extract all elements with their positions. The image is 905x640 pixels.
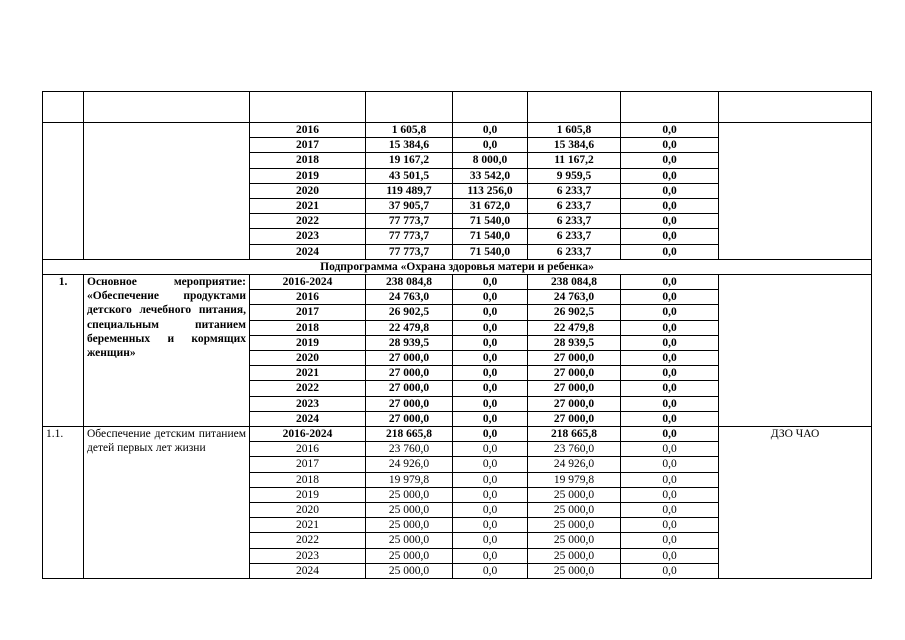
executor-cell <box>719 275 872 427</box>
total-cell: 27 000,0 <box>366 396 453 411</box>
okrug-cell: 238 084,8 <box>528 275 621 290</box>
other-cell: 0,0 <box>621 214 719 229</box>
num-cell: 1. <box>43 275 84 427</box>
okrug-cell: 27 000,0 <box>528 396 621 411</box>
other-cell: 0,0 <box>621 411 719 426</box>
other-cell: 0,0 <box>621 366 719 381</box>
okrug-cell: 6 233,7 <box>528 244 621 259</box>
total-cell: 25 000,0 <box>366 487 453 502</box>
federal-cell: 0,0 <box>453 335 528 350</box>
federal-cell: 0,0 <box>453 411 528 426</box>
okrug-cell: 27 000,0 <box>528 351 621 366</box>
name-cell <box>84 123 250 260</box>
federal-cell: 0,0 <box>453 548 528 563</box>
okrug-cell: 218 665,8 <box>528 427 621 442</box>
other-cell: 0,0 <box>621 396 719 411</box>
year-cell: 2017 <box>250 457 366 472</box>
total-cell: 22 479,8 <box>366 320 453 335</box>
federal-cell: 0,0 <box>453 442 528 457</box>
total-cell: 27 000,0 <box>366 411 453 426</box>
total-cell: 26 902,5 <box>366 305 453 320</box>
header-cell-num <box>43 92 84 123</box>
other-cell: 0,0 <box>621 563 719 578</box>
total-cell: 218 665,8 <box>366 427 453 442</box>
table-row <box>43 275 872 290</box>
total-cell: 1 605,8 <box>366 123 453 138</box>
total-cell: 24 926,0 <box>366 457 453 472</box>
other-cell: 0,0 <box>621 503 719 518</box>
okrug-cell: 11 167,2 <box>528 153 621 168</box>
year-cell: 2022 <box>250 381 366 396</box>
okrug-cell: 27 000,0 <box>528 366 621 381</box>
okrug-cell: 25 000,0 <box>528 533 621 548</box>
federal-cell: 0,0 <box>453 320 528 335</box>
federal-cell: 0,0 <box>453 518 528 533</box>
header-cell-okrug <box>528 92 621 123</box>
budget-table <box>42 91 872 579</box>
num-cell <box>43 123 84 260</box>
federal-cell: 33 542,0 <box>453 168 528 183</box>
federal-cell: 113 256,0 <box>453 183 528 198</box>
okrug-cell: 27 000,0 <box>528 411 621 426</box>
other-cell: 0,0 <box>621 351 719 366</box>
executor-cell <box>719 123 872 260</box>
year-cell: 2019 <box>250 168 366 183</box>
other-cell: 0,0 <box>621 381 719 396</box>
federal-cell: 31 672,0 <box>453 199 528 214</box>
federal-cell: 0,0 <box>453 533 528 548</box>
header-cell-period <box>250 92 366 123</box>
okrug-cell: 26 902,5 <box>528 305 621 320</box>
year-cell: 2016 <box>250 123 366 138</box>
other-cell: 0,0 <box>621 244 719 259</box>
year-cell: 2022 <box>250 533 366 548</box>
total-cell: 27 000,0 <box>366 351 453 366</box>
other-cell: 0,0 <box>621 138 719 153</box>
year-cell: 2016-2024 <box>250 275 366 290</box>
federal-cell: 8 000,0 <box>453 153 528 168</box>
table-row <box>43 123 872 138</box>
year-cell: 2020 <box>250 503 366 518</box>
header-cell-federal <box>453 92 528 123</box>
other-cell: 0,0 <box>621 290 719 305</box>
table-row <box>43 427 872 442</box>
federal-cell: 0,0 <box>453 427 528 442</box>
federal-cell: 0,0 <box>453 472 528 487</box>
okrug-cell: 25 000,0 <box>528 548 621 563</box>
okrug-cell: 28 939,5 <box>528 335 621 350</box>
year-cell: 2023 <box>250 396 366 411</box>
total-cell: 27 000,0 <box>366 366 453 381</box>
year-cell: 2017 <box>250 305 366 320</box>
year-cell: 2023 <box>250 229 366 244</box>
okrug-cell: 19 979,8 <box>528 472 621 487</box>
year-cell: 2016 <box>250 290 366 305</box>
okrug-cell: 25 000,0 <box>528 487 621 502</box>
federal-cell: 0,0 <box>453 123 528 138</box>
total-cell: 15 384,6 <box>366 138 453 153</box>
federal-cell: 0,0 <box>453 381 528 396</box>
other-cell: 0,0 <box>621 533 719 548</box>
other-cell: 0,0 <box>621 427 719 442</box>
other-cell: 0,0 <box>621 335 719 350</box>
table-body <box>43 92 872 579</box>
year-cell: 2016-2024 <box>250 427 366 442</box>
year-cell: 2018 <box>250 320 366 335</box>
other-cell: 0,0 <box>621 487 719 502</box>
federal-cell: 0,0 <box>453 366 528 381</box>
header-cell-executor <box>719 92 872 123</box>
subprogram-title: Подпрограмма «Охрана здоровья матери и ребенка» <box>43 259 872 274</box>
federal-cell: 0,0 <box>453 275 528 290</box>
year-cell: 2019 <box>250 487 366 502</box>
year-cell: 2019 <box>250 335 366 350</box>
okrug-cell: 25 000,0 <box>528 563 621 578</box>
other-cell: 0,0 <box>621 518 719 533</box>
okrug-cell: 25 000,0 <box>528 503 621 518</box>
total-cell: 23 760,0 <box>366 442 453 457</box>
total-cell: 37 905,7 <box>366 199 453 214</box>
federal-cell: 0,0 <box>453 138 528 153</box>
year-cell: 2024 <box>250 411 366 426</box>
header-row <box>43 92 872 123</box>
other-cell: 0,0 <box>621 305 719 320</box>
year-cell: 2020 <box>250 351 366 366</box>
federal-cell: 0,0 <box>453 487 528 502</box>
total-cell: 77 773,7 <box>366 214 453 229</box>
total-cell: 25 000,0 <box>366 503 453 518</box>
total-cell: 77 773,7 <box>366 229 453 244</box>
header-cell-other <box>621 92 719 123</box>
year-cell: 2021 <box>250 199 366 214</box>
year-cell: 2022 <box>250 214 366 229</box>
other-cell: 0,0 <box>621 168 719 183</box>
header-cell-name <box>84 92 250 123</box>
year-cell: 2023 <box>250 548 366 563</box>
year-cell: 2017 <box>250 138 366 153</box>
year-cell: 2020 <box>250 183 366 198</box>
federal-cell: 0,0 <box>453 457 528 472</box>
okrug-cell: 6 233,7 <box>528 199 621 214</box>
other-cell: 0,0 <box>621 548 719 563</box>
total-cell: 19 979,8 <box>366 472 453 487</box>
executor-cell: ДЗО ЧАО <box>719 427 872 579</box>
total-cell: 27 000,0 <box>366 381 453 396</box>
other-cell: 0,0 <box>621 229 719 244</box>
year-cell: 2018 <box>250 472 366 487</box>
year-cell: 2016 <box>250 442 366 457</box>
other-cell: 0,0 <box>621 442 719 457</box>
total-cell: 25 000,0 <box>366 518 453 533</box>
total-cell: 43 501,5 <box>366 168 453 183</box>
okrug-cell: 9 959,5 <box>528 168 621 183</box>
federal-cell: 71 540,0 <box>453 229 528 244</box>
year-cell: 2018 <box>250 153 366 168</box>
total-cell: 25 000,0 <box>366 548 453 563</box>
total-cell: 119 489,7 <box>366 183 453 198</box>
federal-cell: 71 540,0 <box>453 214 528 229</box>
okrug-cell: 23 760,0 <box>528 442 621 457</box>
total-cell: 19 167,2 <box>366 153 453 168</box>
num-cell: 1.1. <box>43 427 84 579</box>
okrug-cell: 1 605,8 <box>528 123 621 138</box>
okrug-cell: 25 000,0 <box>528 518 621 533</box>
federal-cell: 0,0 <box>453 305 528 320</box>
year-cell: 2024 <box>250 244 366 259</box>
okrug-cell: 24 763,0 <box>528 290 621 305</box>
other-cell: 0,0 <box>621 123 719 138</box>
total-cell: 25 000,0 <box>366 563 453 578</box>
okrug-cell: 6 233,7 <box>528 229 621 244</box>
okrug-cell: 6 233,7 <box>528 183 621 198</box>
okrug-cell: 27 000,0 <box>528 381 621 396</box>
total-cell: 238 084,8 <box>366 275 453 290</box>
total-cell: 24 763,0 <box>366 290 453 305</box>
okrug-cell: 24 926,0 <box>528 457 621 472</box>
other-cell: 0,0 <box>621 183 719 198</box>
year-cell: 2021 <box>250 366 366 381</box>
other-cell: 0,0 <box>621 320 719 335</box>
header-cell-total <box>366 92 453 123</box>
subprogram-row <box>43 259 872 274</box>
okrug-cell: 22 479,8 <box>528 320 621 335</box>
okrug-cell: 15 384,6 <box>528 138 621 153</box>
federal-cell: 0,0 <box>453 351 528 366</box>
federal-cell: 0,0 <box>453 290 528 305</box>
name-cell: Обеспечение детским питанием детей первых лет жизни <box>84 427 250 579</box>
other-cell: 0,0 <box>621 199 719 214</box>
total-cell: 25 000,0 <box>366 533 453 548</box>
federal-cell: 71 540,0 <box>453 244 528 259</box>
total-cell: 77 773,7 <box>366 244 453 259</box>
federal-cell: 0,0 <box>453 503 528 518</box>
federal-cell: 0,0 <box>453 396 528 411</box>
okrug-cell: 6 233,7 <box>528 214 621 229</box>
other-cell: 0,0 <box>621 275 719 290</box>
other-cell: 0,0 <box>621 472 719 487</box>
other-cell: 0,0 <box>621 457 719 472</box>
total-cell: 28 939,5 <box>366 335 453 350</box>
federal-cell: 0,0 <box>453 563 528 578</box>
year-cell: 2021 <box>250 518 366 533</box>
year-cell: 2024 <box>250 563 366 578</box>
name-cell: Основное мероприятие: «Обеспечение продуктами детского лечебного питания, специальным питанием беременных и кормящих женщин» <box>84 275 250 427</box>
other-cell: 0,0 <box>621 153 719 168</box>
